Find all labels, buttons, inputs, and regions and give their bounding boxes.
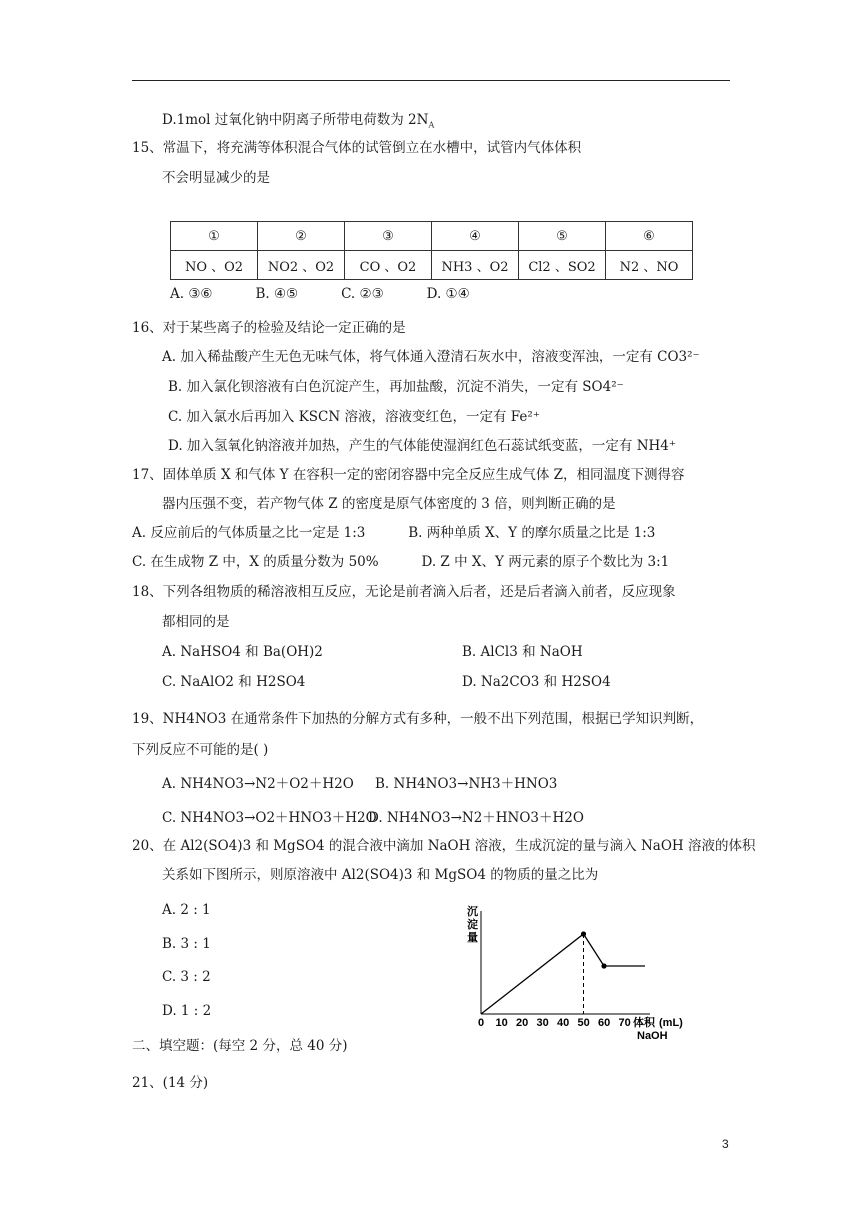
q15-stem: 15、常温下，将充满等体积混合气体的试管倒立在水槽中，试管内气体体积 xyxy=(132,140,582,156)
q19-option-d: D. NH4NO3→N2＋HNO3＋H2O xyxy=(368,810,584,826)
q16-option-b: B. 加入氯化钡溶液有白色沉淀产生，再加盐酸，沉淀不消失，一定有 SO4²⁻ xyxy=(168,379,624,395)
q15-table xyxy=(170,221,693,280)
chart-xtick-label: 30 xyxy=(536,1017,549,1029)
chart-ylabel-1: 沉 xyxy=(467,906,478,918)
chart-xtick-label: 20 xyxy=(516,1017,529,1029)
chart-xlabel-2: NaOH xyxy=(637,1030,668,1042)
q21-heading: 21、(14 分) xyxy=(132,1075,209,1091)
q20-stem: 20、在 Al2(SO4)3 和 MgSO4 的混合液中滴加 NaOH 溶液，生成沉淀的量与滴入 NaOH 溶液的体积 xyxy=(132,838,756,854)
q17-options-cd: C. 在生成物 Z 中，X 的质量分数为 50% D. Z 中 X、Y 两元素的原子个数比为 3:1 xyxy=(132,554,670,570)
q19-stem-cont: 下列反应不可能的是( ) xyxy=(132,742,269,758)
chart-xtick-label: 70 xyxy=(618,1017,631,1029)
q17-options-ab: A. 反应前后的气体质量之比一定是 1:3 B. 两种单质 X、Y 的摩尔质量之比是 1:3 xyxy=(132,525,656,541)
section-2-heading: 二、填空题：(每空 2 分，总 40 分) xyxy=(132,1038,348,1054)
chart-xtick-label: 40 xyxy=(557,1017,570,1029)
q16-option-d: D. 加入氢氧化钠溶液并加热，产生的气体能使湿润红色石蕊试纸变蓝，一定有 NH4⁺ xyxy=(168,438,677,454)
chart-xtick-label: 10 xyxy=(495,1017,508,1029)
chart-ylabel-3: 量 xyxy=(467,932,478,944)
q15-header-1: ① xyxy=(171,222,258,251)
q19-option-b: B. NH4NO3→NH3＋HNO3 xyxy=(375,776,558,792)
q15-header-6: ⑥ xyxy=(606,222,693,251)
q19-option-c: C. NH4NO3→O2＋HNO3＋H2O xyxy=(162,810,377,826)
q15-cell-2: NO2 、O2 xyxy=(258,251,345,280)
q18-stem-cont: 都相同的是 xyxy=(162,614,230,630)
q15-header-3: ③ xyxy=(345,222,432,251)
q20-option-d: D. 1 : 2 xyxy=(162,1003,212,1019)
q15-options: A. ③⑥ B. ④⑤ C. ②③ D. ①④ xyxy=(170,286,470,302)
q16-stem: 16、对于某些离子的检验及结论一定正确的是 xyxy=(132,320,406,336)
q15-cell-4: NH3 、O2 xyxy=(432,251,519,280)
q18-stem: 18、下列各组物质的稀溶液相互反应，无论是前者滴入后者，还是后者滴入前者，反应现象 xyxy=(132,584,676,600)
chart-series-line xyxy=(481,934,645,1014)
q18-option-a: A. NaHSO4 和 Ba(OH)2 xyxy=(162,644,323,660)
chart-xtick-label: 50 xyxy=(577,1017,590,1029)
chart-point-peak xyxy=(581,931,586,936)
chart-ylabel-2: 淀 xyxy=(467,919,478,931)
q20-chart xyxy=(465,897,705,1047)
q18-option-d: D. Na2CO3 和 H2SO4 xyxy=(462,674,611,690)
q14-option-d: D.1mol 过氧化钠中阴离子所带电荷数为 $2N_A$ xyxy=(162,112,435,130)
q20-option-c: C. 3 : 2 xyxy=(162,969,211,985)
q19-option-a: A. NH4NO3→N2＋O2＋H2O xyxy=(162,776,354,792)
q20-option-a: A. 2 : 1 xyxy=(162,902,211,918)
q18-option-c: C. NaAlO2 和 H2SO4 xyxy=(162,674,306,690)
chart-xtick-label: 0 xyxy=(478,1017,485,1029)
q15-stem-cont: 不会明显减少的是 xyxy=(162,170,270,186)
precipitate-volume-chart xyxy=(465,897,705,1047)
q15-cell-1: NO 、O2 xyxy=(171,251,258,280)
q18-option-b: B. AlCl3 和 NaOH xyxy=(462,644,583,660)
q15-cell-3: CO 、O2 xyxy=(345,251,432,280)
q17-stem: 17、固体单质 X 和气体 Y 在容积一定的密闭容器中完全反应生成气体 Z，相同温度下测得容 xyxy=(132,467,685,483)
q16-option-c: C. 加入氯水后再加入 KSCN 溶液，溶液变红色，一定有 Fe²⁺ xyxy=(168,409,540,425)
q15-cell-5: Cl2 、SO2 xyxy=(519,251,606,280)
chart-xtick-label: 60 xyxy=(598,1017,611,1029)
q15-header-4: ④ xyxy=(432,222,519,251)
q16-option-a: A. 加入稀盐酸产生无色无味气体，将气体通入澄清石灰水中，溶液变浑浊，一定有 CO3²⁻ xyxy=(162,349,700,365)
chart-xlabel-unit: (mL) xyxy=(659,1017,683,1029)
chart-xlabel-1: 体积 xyxy=(633,1017,655,1029)
q20-option-b: B. 3 : 1 xyxy=(162,936,211,952)
page-number: 3 xyxy=(722,1137,729,1151)
q20-stem-cont: 关系如下图所示，则原溶液中 Al2(SO4)3 和 MgSO4 的物质的量之比为 xyxy=(162,867,599,883)
q15-header-5: ⑤ xyxy=(519,222,606,251)
q15-cell-6: N2 、NO xyxy=(606,251,693,280)
q17-stem-cont: 器内压强不变，若产物气体 Z 的密度是原气体密度的 3 倍，则判断正确的是 xyxy=(162,496,616,512)
chart-point-min xyxy=(601,963,606,968)
header-rule xyxy=(132,80,730,81)
q15-header-2: ② xyxy=(258,222,345,251)
q19-stem: 19、NH4NO3 在通常条件下加热的分解方式有多种，一般不出下列范围，根据已学知识判断， xyxy=(132,711,704,727)
